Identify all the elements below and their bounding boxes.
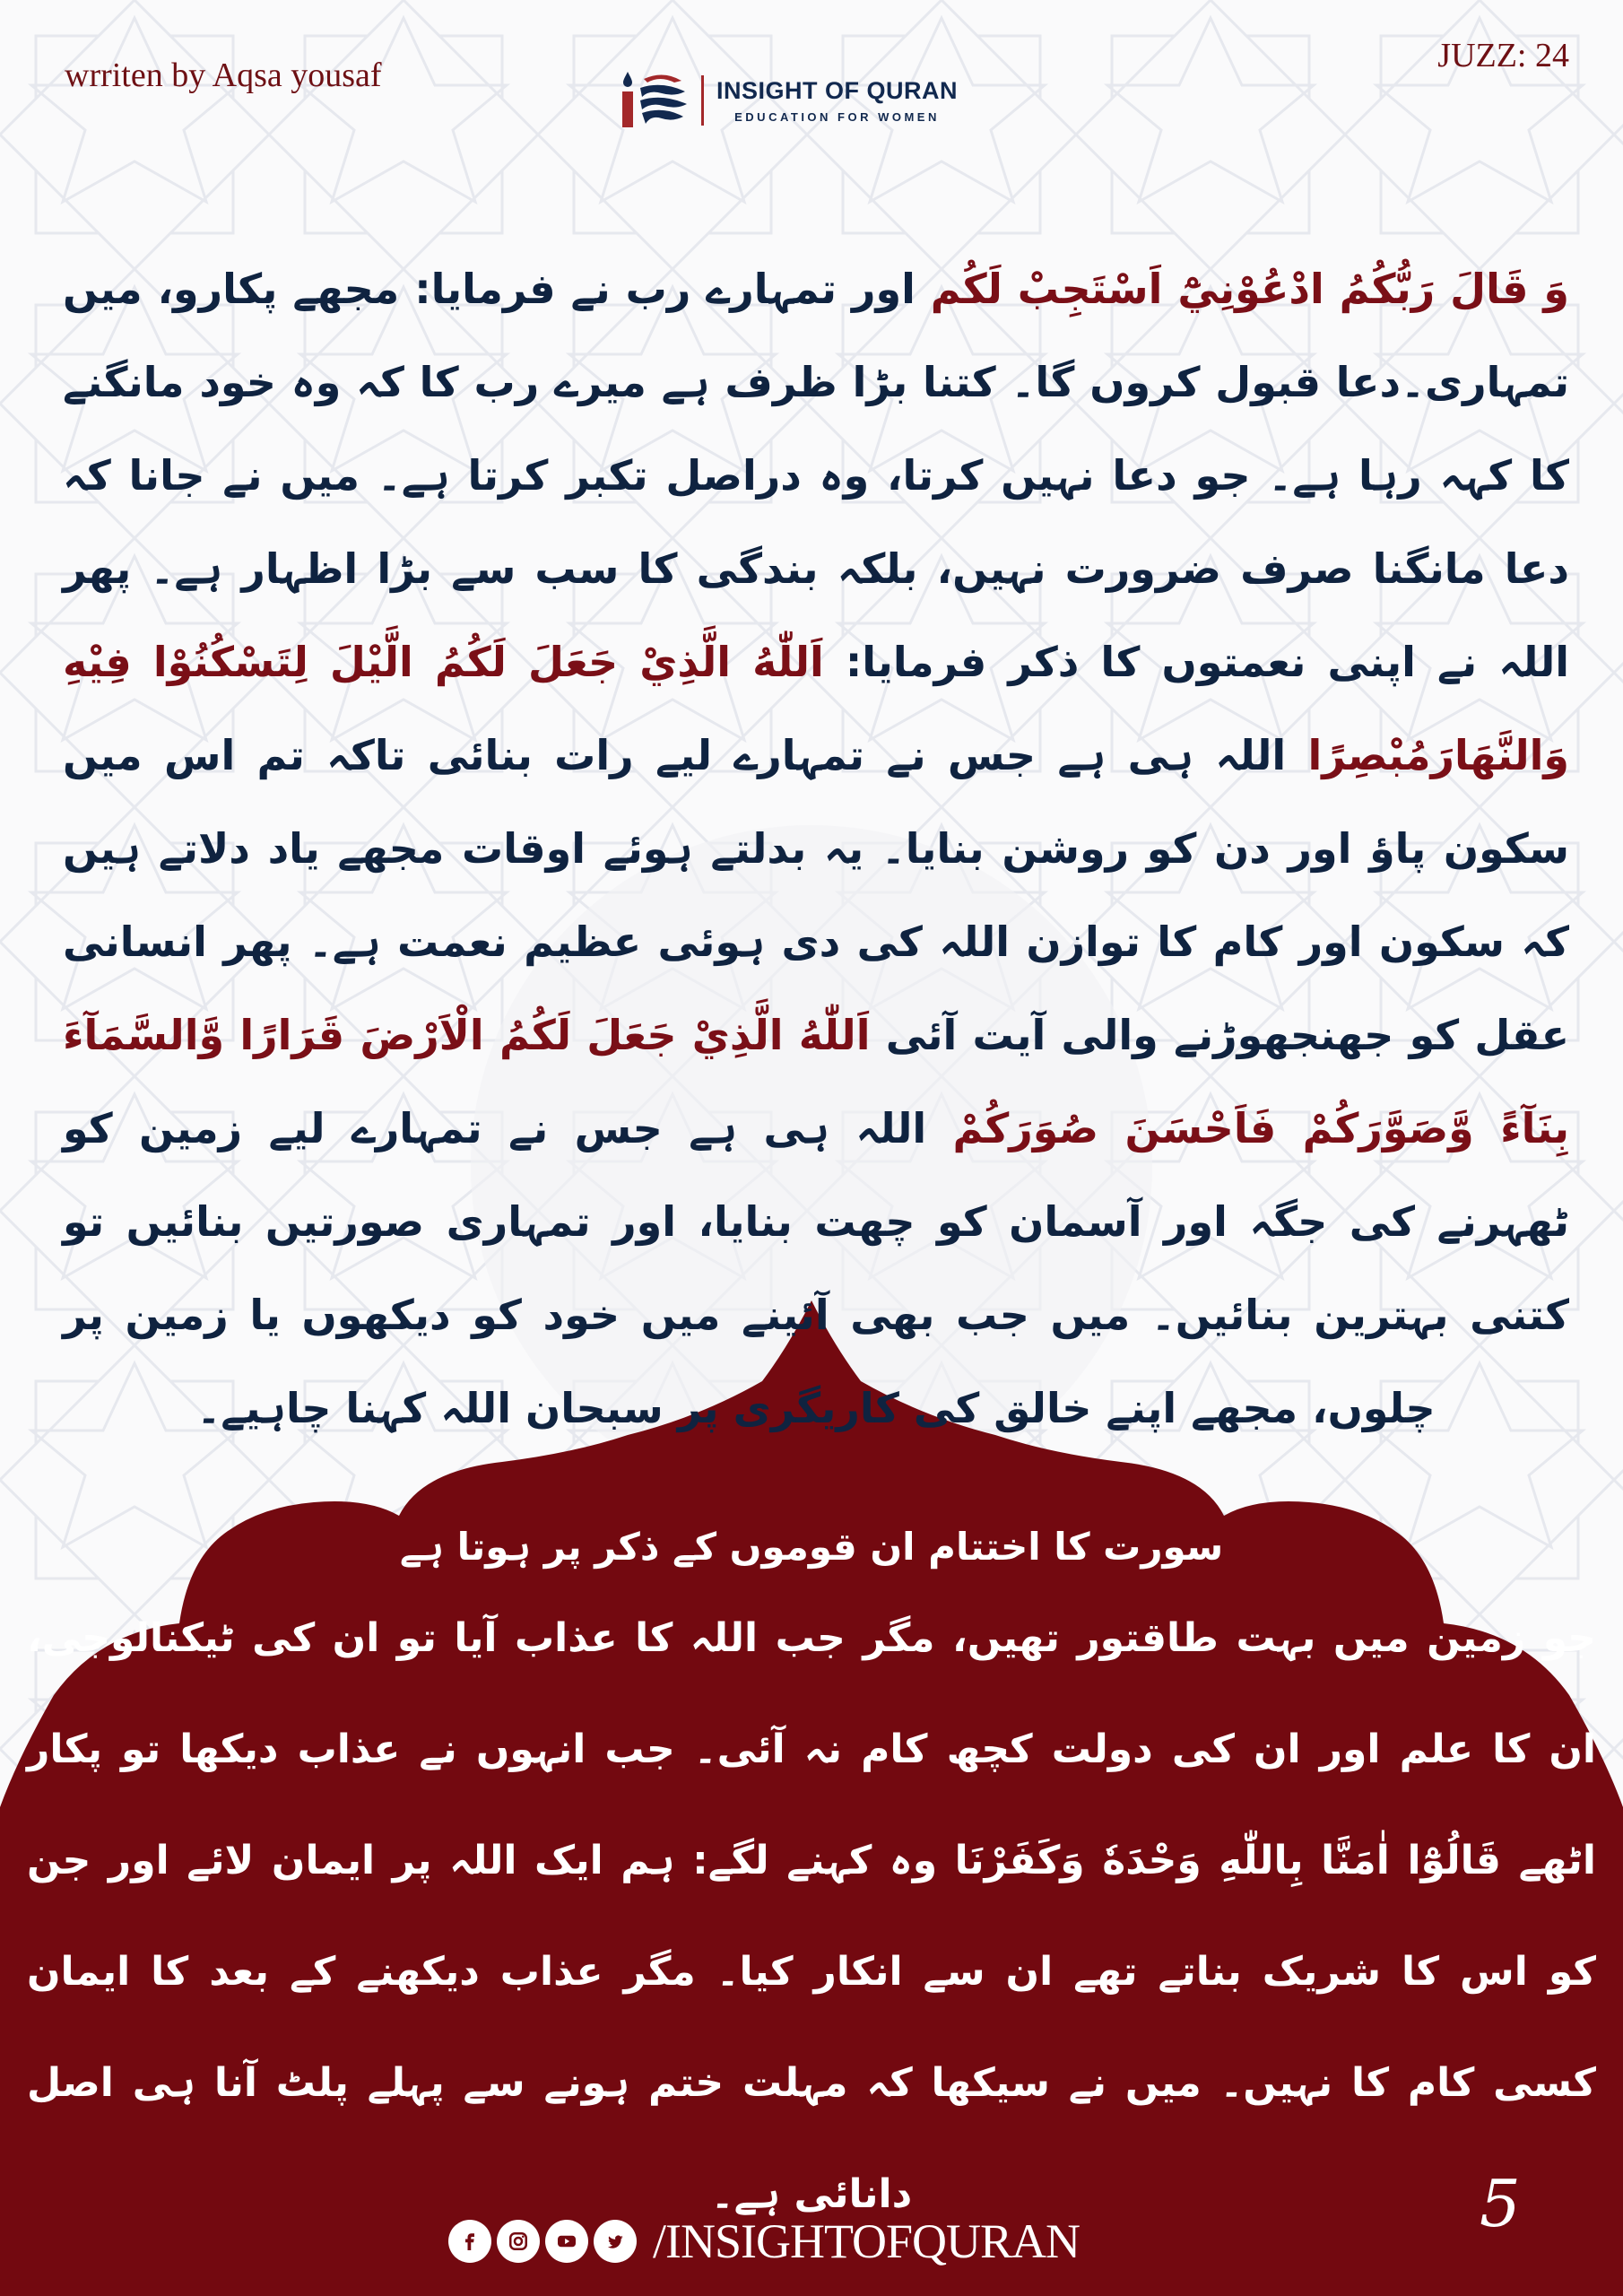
- social-footer: [448, 2213, 1080, 2269]
- panel-title: سورت کا اختتام ان قوموں کے ذکر پر ہوتا ہے: [399, 1525, 1224, 1569]
- ayah-quote: اَللّٰهُ الَّذِيْ جَعَلَ لَكُمُ الْاَرْضَ قَرَارًا وَّالسَّمَآءَ بِنَآءً وَّصَوَّرَكُمْ فَاَحْسَنَ صُوَرَكُمْ: [63, 1011, 1569, 1152]
- panel-text: [27, 1511, 1596, 2250]
- main-article-text: [63, 242, 1569, 1455]
- urdu-text: اللہ ہی ہے جس نے تمہارے لیے زمین کو ٹھہرنے کی جگہ اور آسمان کو چھت بنایا، اور تمہاری صورتیں بنائیں تو کتنی بہترین بنائیں۔ میں جب بھی آئینے میں خود کو دیکھوں یا زمین پر چلوں، مجھے اپنے خالق کی کاریگری پر سبحان اللہ کہنا چاہیے۔: [63, 1104, 1569, 1432]
- facebook-icon[interactable]: [448, 2220, 491, 2263]
- header: [0, 0, 1623, 152]
- panel-ayah: قَالُوْٓا اٰمَنَّا بِاللّٰهِ وَحْدَهٗ وَكَفَرْنَا: [954, 1838, 1501, 1883]
- insight-of-quran-logo-icon: [621, 70, 692, 131]
- social-handle[interactable]: /INSIGHTOFQURAN: [653, 2214, 1081, 2268]
- juzz-number: JUZZ: 24: [1437, 37, 1569, 74]
- urdu-text: اللہ ہی ہے جس نے تمہارے لیے رات بنائی تاکہ تم اس میں سکون پاؤ اور دن کو روشن بنایا۔ یہ بدلتے ہوئے اوقات مجھے یاد دلاتے ہیں کہ سکون اور کام کا توازن اللہ کی دی ہوئی عظیم نعمت ہے۔ پھر انسانی عقل کو جھنجھوڑنے والی آیت آئی: [63, 731, 1569, 1059]
- page-number: 5: [1480, 2166, 1521, 2241]
- ayah-quote: وَ قَالَ رَبُّكُمُ ادْعُوْنِيْٓ اَسْتَجِبْ لَكُم: [930, 265, 1569, 313]
- logo-subtitle: EDUCATION FOR WOMEN: [734, 110, 940, 124]
- panel-text-part2: وہ کہنے لگے: ہم ایک اللہ پر ایمان لائے اور جن کو اس کا شریک بناتے تھے ان سے انکار کیا۔ مگر عذاب دیکھنے کے بعد کا ایمان کسی کام کا نہیں۔ میں نے سیکھا کہ مہلت ختم ہونے سے پہلے پلٹ آنا ہی اصل دانائی ہے۔: [27, 1838, 1596, 2217]
- twitter-icon[interactable]: [594, 2220, 637, 2263]
- brand-logo: [621, 70, 958, 131]
- author-credit: wrriten by Aqsa yousaf: [65, 57, 382, 94]
- panel-body: [27, 1583, 1596, 2250]
- urdu-text: اور تمہارے رب نے فرمایا: مجھے پکارو، میں تمہاری۔دعا قبول کروں گا۔ کتنا بڑا ظرف ہے میرے رب کا کہ وہ خود مانگنے کا کہہ رہا ہے۔ جو دعا نہیں کرتا، وہ دراصل تکبر کرتا ہے۔ میں نے جانا کہ دعا مانگنا صرف ضرورت نہیں، بلکہ بندگی کا سب سے بڑا اظہار ہے۔ پھر اللہ نے اپنی نعمتوں کا ذکر فرمایا:: [63, 265, 1569, 686]
- youtube-icon[interactable]: [545, 2220, 588, 2263]
- logo-title: INSIGHT OF QURAN: [716, 77, 958, 104]
- panel-text-part1: جو زمین میں بہت طاقتور تھیں، مگر جب اللہ کا عذاب آیا تو ان کی ٹیکنالوجی، ان کا علم اور ان کی دولت کچھ کام نہ آئی۔ جب انہوں نے عذاب دیکھا تو پکار اٹھے: [27, 1615, 1596, 1883]
- instagram-icon[interactable]: [497, 2220, 540, 2263]
- ayah-quote: اَللّٰهُ الَّذِيْ جَعَلَ لَكُمُ الَّيْلَ لِتَسْكُنُوْا فِيْهِ وَالنَّهَارَمُبْصِرًا: [63, 638, 1569, 779]
- logo-divider: [701, 75, 704, 126]
